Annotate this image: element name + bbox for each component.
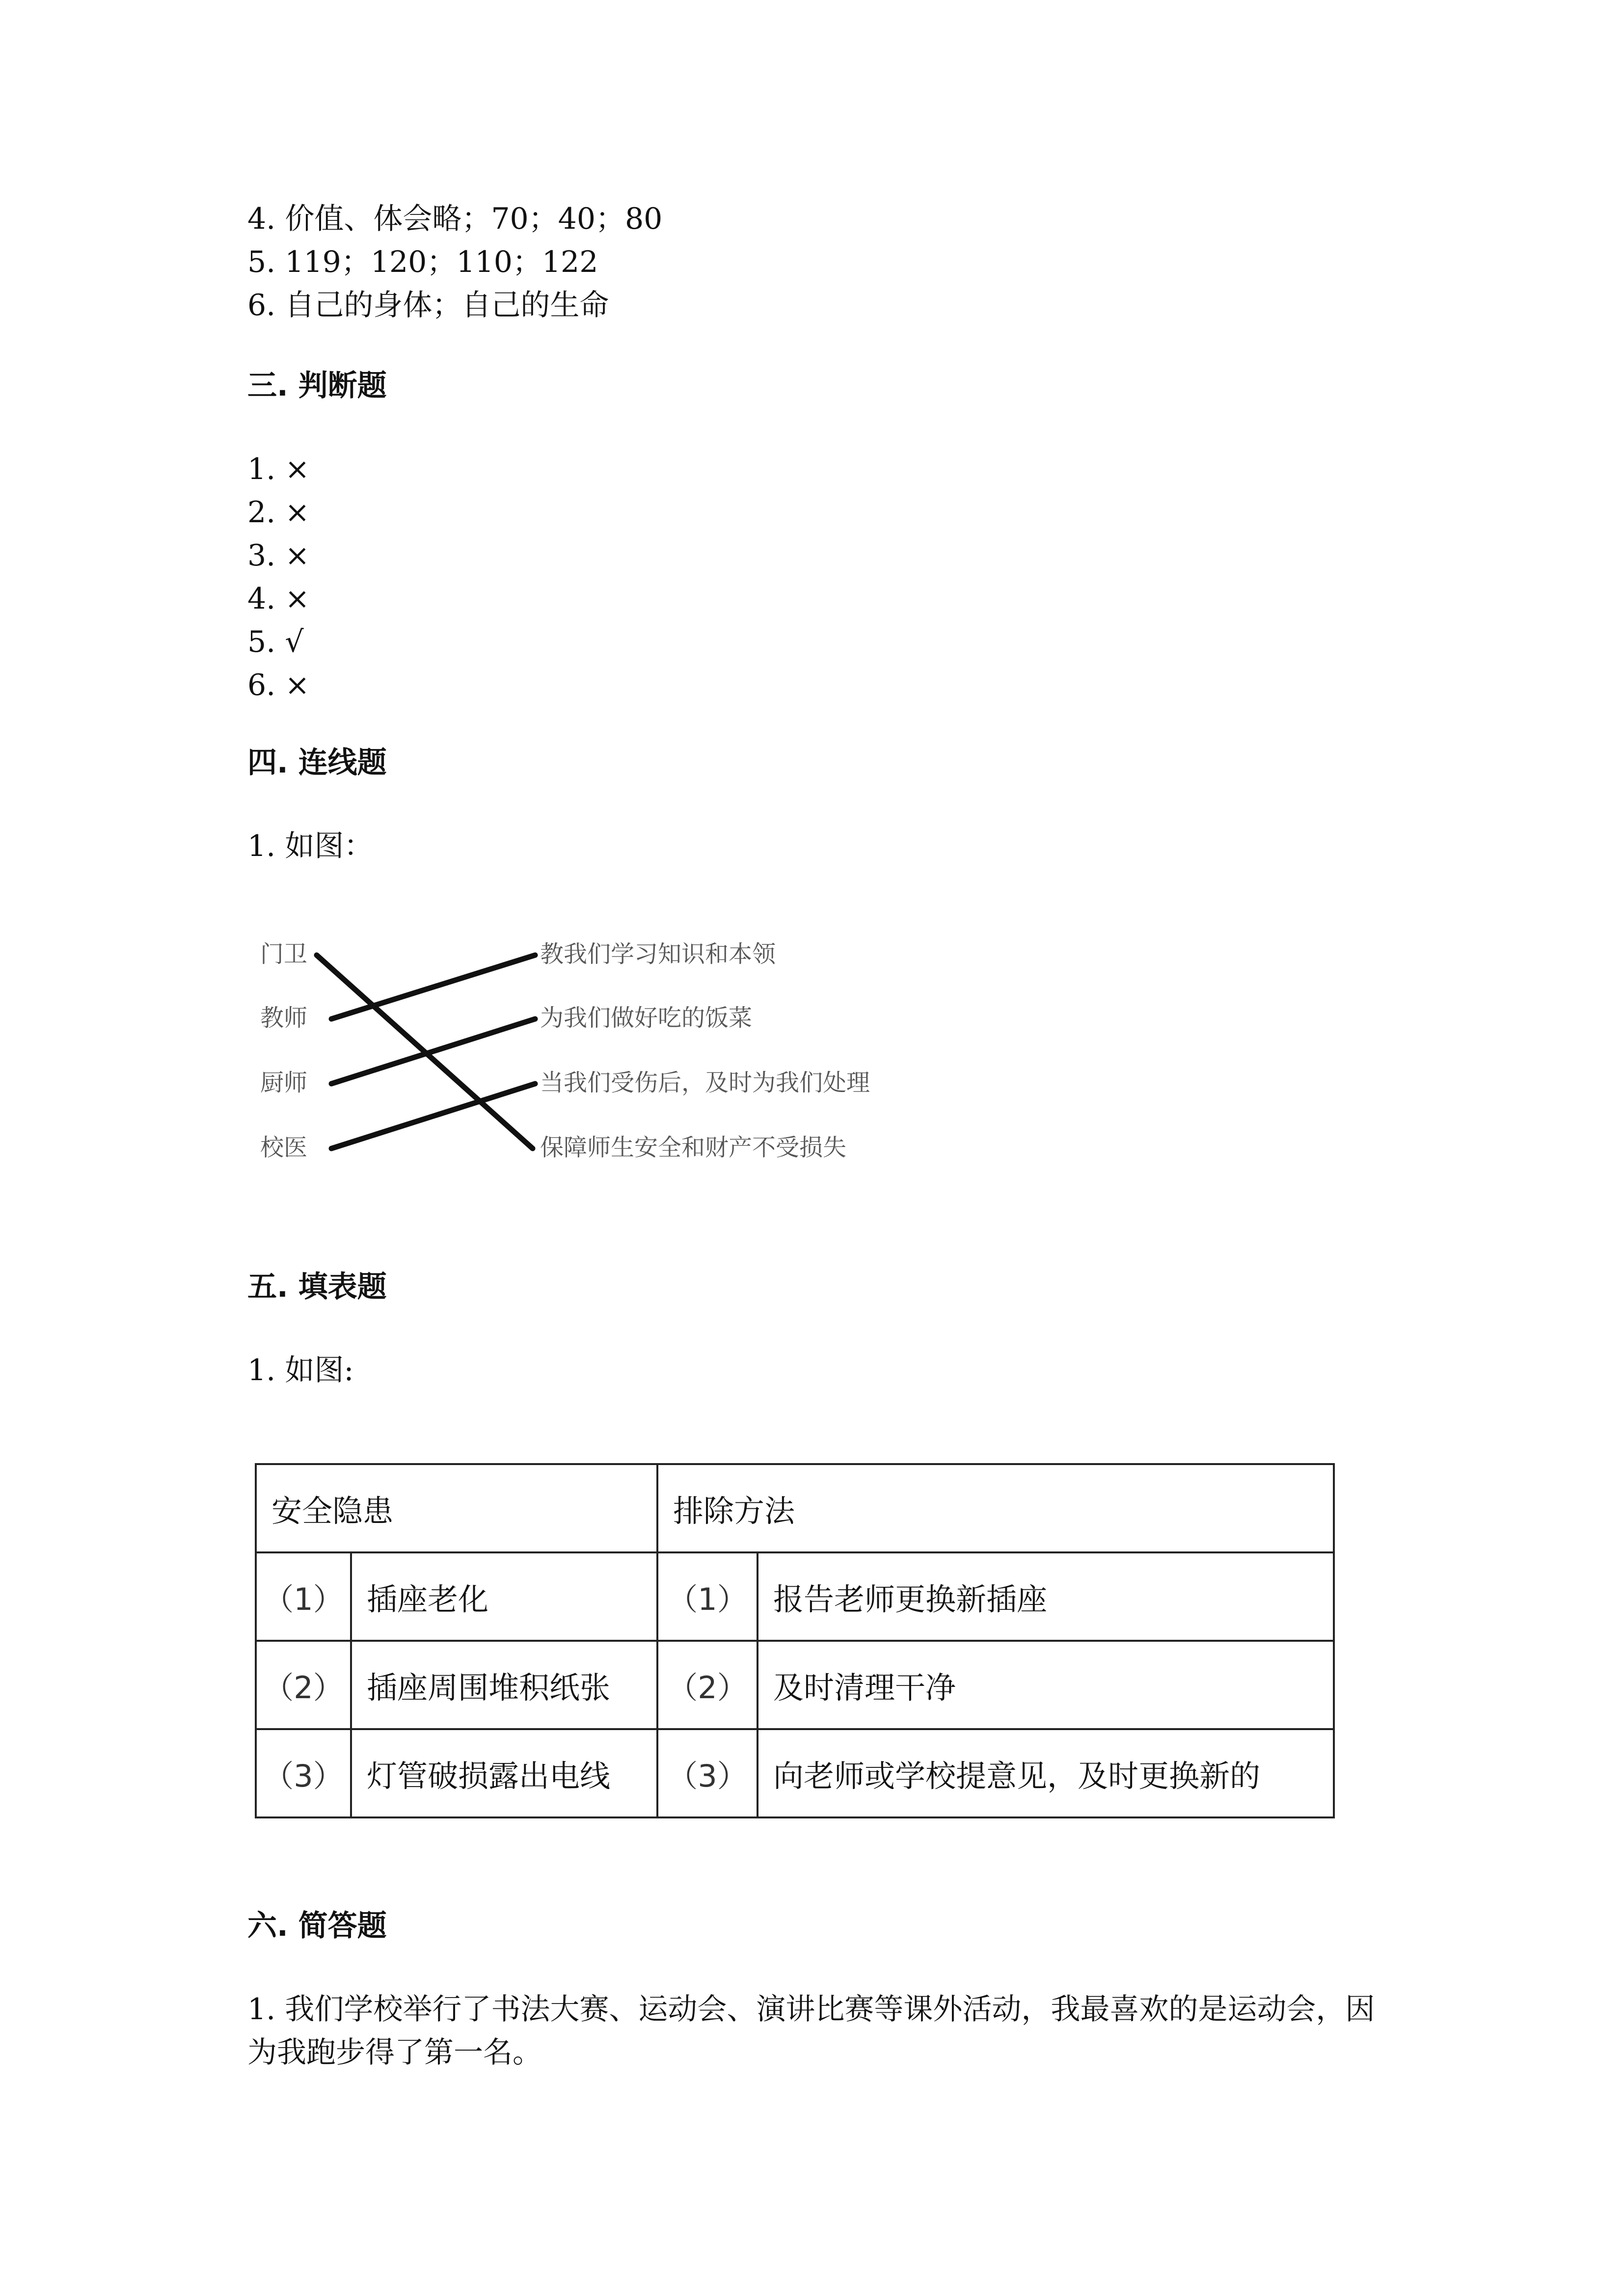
solution-cell: 报告老师更换新插座 [758, 1552, 1334, 1641]
judgment-item: 4. × [247, 582, 310, 616]
table-row [256, 1641, 1334, 1729]
right-label-2: 为我们做好吃的饭菜 [540, 1004, 753, 1032]
row-number: （2） [657, 1641, 758, 1729]
table-header-row [256, 1464, 1334, 1552]
row-number: （1） [256, 1552, 351, 1641]
matching-diagram [245, 923, 933, 1198]
left-label-doctor: 校医 [260, 1134, 308, 1161]
table-row [256, 1729, 1334, 1817]
hazard-cell: 灯管破损露出电线 [351, 1729, 657, 1817]
section-title-short-answer: 六. 简答题 [247, 1909, 387, 1943]
answer-line-4: 4. 价值、体会略；70；40；80 [247, 202, 663, 236]
right-label-3: 当我们受伤后，及时为我们处理 [540, 1069, 870, 1096]
section-title-matching: 四. 连线题 [247, 746, 387, 780]
left-label-guard: 门卫 [260, 940, 308, 968]
table-row [256, 1552, 1334, 1641]
short-answer-text: 1. 我们学校举行了书法大赛、运动会、演讲比赛等课外活动，我最喜欢的是运动会，因为我跑步得了第一名。 [247, 1992, 1375, 2070]
answer-line-6: 6. 自己的身体；自己的生命 [247, 288, 609, 322]
judgment-item: 2. × [247, 495, 310, 530]
right-label-1: 教我们学习知识和本领 [540, 940, 776, 968]
table-question: 1. 如图: [247, 1353, 354, 1388]
row-number: （1） [657, 1552, 758, 1641]
matching-lines [317, 955, 535, 1148]
header-solution: 排除方法 [657, 1464, 1334, 1552]
section-title-table: 五. 填表题 [247, 1270, 387, 1304]
judgment-item: 3. × [247, 538, 310, 573]
safety-table [255, 1463, 1335, 1818]
matching-line [331, 955, 535, 1019]
solution-cell: 及时清理干净 [758, 1641, 1334, 1729]
section-title-judgment: 三. 判断题 [247, 369, 387, 403]
row-number: （3） [256, 1729, 351, 1817]
judgment-item: 5. √ [247, 625, 304, 659]
hazard-cell: 插座周围堆积纸张 [351, 1641, 657, 1729]
header-hazard: 安全隐患 [256, 1464, 657, 1552]
hazard-cell: 插座老化 [351, 1552, 657, 1641]
matching-line [331, 1084, 535, 1148]
left-label-teacher: 教师 [260, 1004, 308, 1032]
row-number: （3） [657, 1729, 758, 1817]
row-number: （2） [256, 1641, 351, 1729]
solution-cell: 向老师或学校提意见，及时更换新的 [758, 1729, 1334, 1817]
judgment-item: 6. × [247, 668, 310, 702]
matching-question: 1. 如图： [247, 829, 374, 863]
left-label-cook: 厨师 [260, 1069, 308, 1096]
answer-line-5: 5. 119；120；110；122 [247, 245, 598, 279]
judgment-item: 1. × [247, 452, 310, 486]
right-label-4: 保障师生安全和财产不受损失 [540, 1134, 847, 1161]
matching-line [331, 1019, 535, 1084]
